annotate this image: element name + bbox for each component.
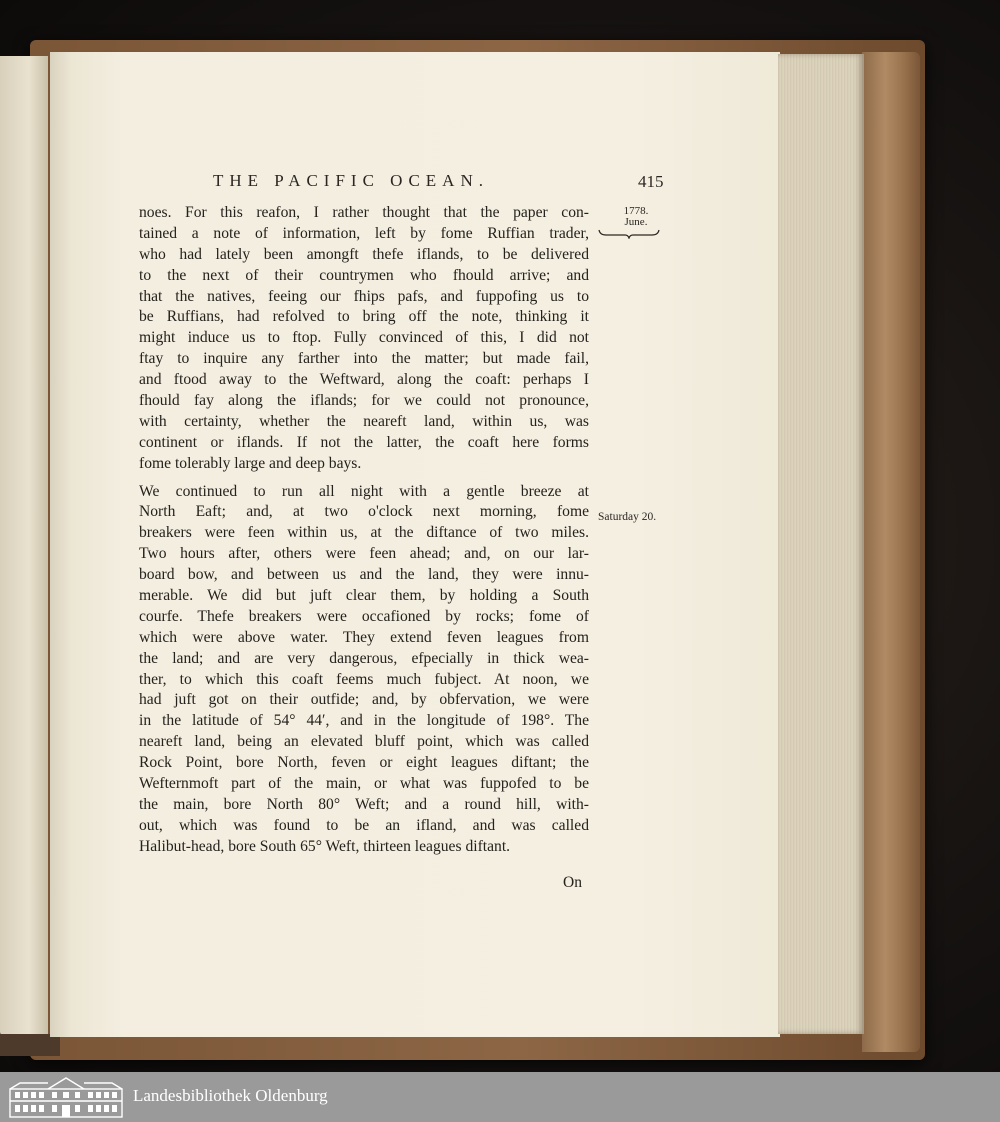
- text-line: be Ruffians, had refolved to bring off the note, thinking it: [139, 308, 589, 326]
- text-line: Rock Point, bore North, feven or eight leagues diftant; the: [139, 754, 589, 772]
- text-line: to the next of their countrymen who fhould arrive; and: [139, 266, 589, 284]
- text-line: the land; and are very dangerous, efpecially in thick wea-: [139, 649, 589, 667]
- text-line: which were above water. They extend feven leagues from: [139, 628, 589, 646]
- text-line: fhould fay along the iflands; for we could not pronounce,: [139, 392, 589, 410]
- page-block-edges: [778, 54, 864, 1034]
- margin-year: 1778.: [623, 205, 649, 217]
- text-line: ther, to which this coaft feems much fubject. At noon, we: [139, 670, 589, 688]
- text-line: Wefternmoft part of the main, or what was fuppofed to be: [139, 775, 589, 793]
- catchword: On: [563, 874, 582, 891]
- text-line: North Eaft; and, at two o'clock next morning, fome: [139, 503, 589, 521]
- text-line: courfe. Thefe breakers were occafioned by rocks; fome of: [139, 607, 589, 625]
- text-line: in the latitude of 54° 44′, and in the longitude of 198°. The: [139, 712, 589, 730]
- text-line: who had lately been amongft thefe iflands, to be delivered: [139, 245, 589, 263]
- text-line: that the natives, feeing our fhips pafs, and fuppofing us to: [139, 287, 589, 305]
- text-line: We continued to run all night with a gentle breeze at: [139, 482, 589, 500]
- text-line: and ftood away to the Weftward, along the coaft: perhaps I: [139, 371, 589, 389]
- text-line: Two hours after, others were feen ahead; and, on our lar-: [139, 545, 589, 563]
- left-cover-edge: [0, 1034, 60, 1056]
- library-building-icon: [8, 1075, 124, 1119]
- book-cover-edge: [862, 52, 920, 1052]
- text-line: tained a note of information, left by fome Ruffian trader,: [139, 224, 589, 242]
- text-line: neareft land, being an elevated bluff point, which was called: [139, 733, 589, 751]
- library-name: Landesbibliothek Oldenburg: [133, 1086, 328, 1105]
- text-line: might induce us to ftop. Fully convinced of this, I did not: [139, 329, 589, 347]
- body-text: [139, 203, 589, 858]
- text-line: board bow, and between us and the land, they were innu-: [139, 566, 589, 584]
- paragraph-2: [139, 482, 589, 858]
- text-line: continent or iflands. If not the latter, the coaft here forms: [139, 433, 589, 451]
- text-line: out, which was found to be an ifland, and was called: [139, 816, 589, 834]
- page-number: 415: [638, 172, 664, 191]
- text-line: fome tolerably large and deep bays.: [139, 454, 362, 472]
- text-line: ftay to inquire any farther into the matter; but made fail,: [139, 350, 589, 368]
- margin-brace-icon: [598, 229, 660, 239]
- text-line: with certainty, whether the neareft land, within us, was: [139, 412, 589, 430]
- paragraph-gap: [139, 475, 589, 482]
- text-line: breakers were feen within us, at the diftance of two miles.: [139, 524, 589, 542]
- margin-note-date: [615, 206, 657, 228]
- text-line: the main, bore North 80° Weft; and a round hill, with-: [139, 795, 589, 813]
- facing-page: [0, 56, 48, 1036]
- text-line: had juft got on their outfide; and, by obfervation, we were: [139, 691, 589, 709]
- running-title: THE PACIFIC OCEAN.: [213, 171, 489, 190]
- text-line: merable. We did but juft clear them, by holding a South: [139, 587, 589, 605]
- text-line: noes. For this reafon, I rather thought that the paper con-: [139, 204, 589, 221]
- margin-month: June.: [624, 216, 648, 228]
- paragraph-1: [139, 203, 589, 475]
- margin-note-day: Saturday 20.: [598, 511, 657, 523]
- text-line: Halibut-head, bore South 65° Weft, thirteen leagues diftant.: [139, 837, 511, 855]
